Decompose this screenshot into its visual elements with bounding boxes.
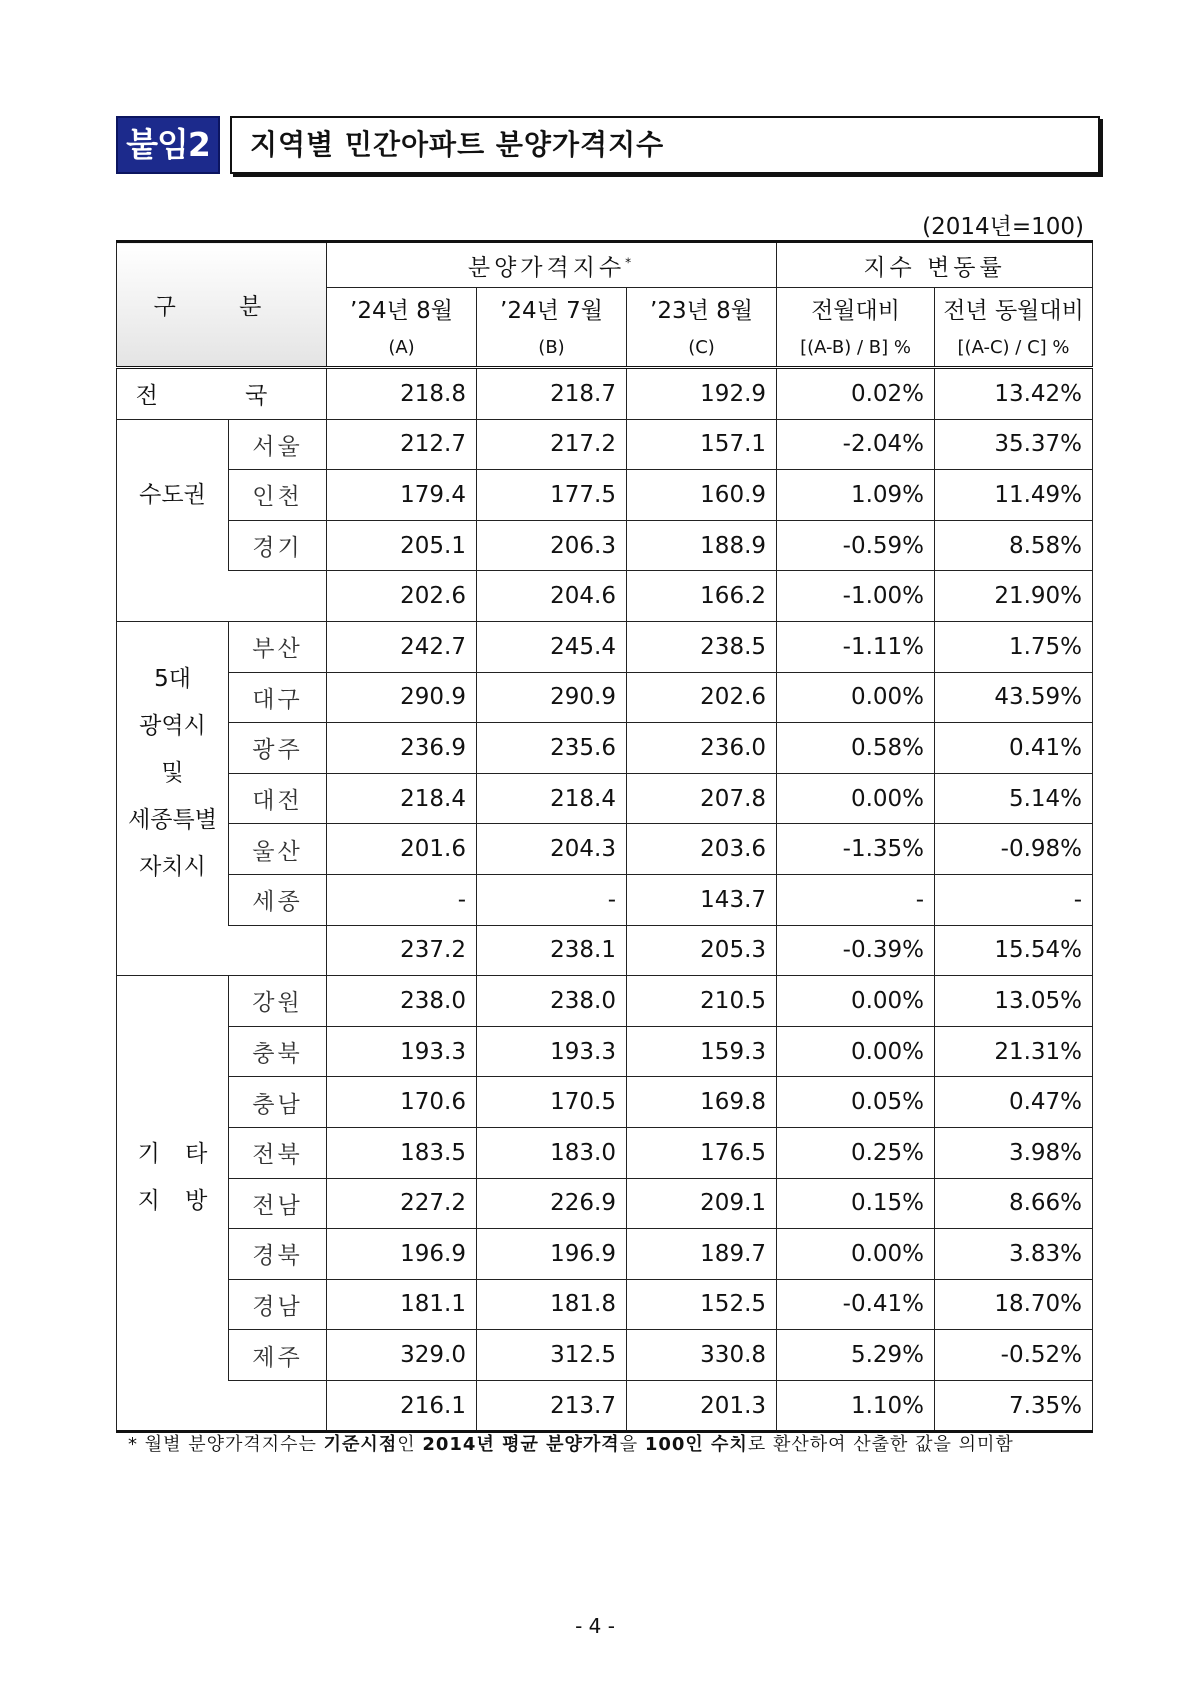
value-cell: 193.3 xyxy=(327,1026,477,1077)
value-cell: 218.4 xyxy=(477,773,627,824)
value-cell: -0.39% xyxy=(777,925,935,976)
value-cell: 235.6 xyxy=(477,723,627,774)
header-price-index xyxy=(327,242,777,288)
header-col-sub-4: [(A-C) / C] % xyxy=(935,328,1093,368)
value-cell: -1.00% xyxy=(777,571,935,622)
footnote-part: 인 xyxy=(397,1434,423,1455)
table-row xyxy=(117,1229,1093,1280)
header-col-sub-0: (A) xyxy=(327,328,477,368)
group-label-line: 광역시 xyxy=(139,713,206,739)
value-cell: 192.9 xyxy=(627,368,777,420)
value-cell: 237.2 xyxy=(327,925,477,976)
header-price-index-sup: * xyxy=(625,254,636,269)
value-cell: 0.00% xyxy=(777,976,935,1027)
value-cell: 15.54% xyxy=(935,925,1093,976)
value-cell: 1.09% xyxy=(777,470,935,521)
value-cell: 166.2 xyxy=(627,571,777,622)
table-row xyxy=(117,723,1093,774)
title-bar xyxy=(116,116,1084,176)
value-cell: 177.5 xyxy=(477,470,627,521)
header-col-4: 전년 동월대비 xyxy=(935,288,1093,329)
value-cell: 193.3 xyxy=(477,1026,627,1077)
value-cell: 21.90% xyxy=(935,571,1093,622)
table-row xyxy=(117,1178,1093,1229)
group-label-line: 5대 xyxy=(154,666,191,692)
subtotal-label xyxy=(117,571,327,622)
group-label xyxy=(117,976,229,1381)
value-cell: 181.1 xyxy=(327,1279,477,1330)
value-cell: 217.2 xyxy=(477,419,627,470)
value-cell: 13.05% xyxy=(935,976,1093,1027)
value-cell: 13.42% xyxy=(935,368,1093,420)
table-row xyxy=(117,1279,1093,1330)
value-cell: 238.5 xyxy=(627,621,777,672)
header-col-0: ’24년 8월 xyxy=(327,288,477,329)
group-label-line: 자치시 xyxy=(139,854,206,880)
group-label-line: 기 타 xyxy=(137,1141,208,1168)
page-title: 지역별 민간아파트 분양가격지수 xyxy=(230,116,1100,174)
value-cell: 210.5 xyxy=(627,976,777,1027)
value-cell: 1.75% xyxy=(935,621,1093,672)
value-cell: 181.8 xyxy=(477,1279,627,1330)
value-cell: 188.9 xyxy=(627,520,777,571)
value-cell: - xyxy=(935,874,1093,925)
value-cell: 238.0 xyxy=(327,976,477,1027)
value-cell: 5.29% xyxy=(777,1330,935,1381)
value-cell: -2.04% xyxy=(777,419,935,470)
value-cell: 183.0 xyxy=(477,1127,627,1178)
header-gubun: 구 분 xyxy=(117,242,327,368)
header-change-rate: 지수 변동률 xyxy=(777,242,1093,288)
attachment-badge: 붙임2 xyxy=(116,116,220,174)
region-label: 전남 xyxy=(229,1178,327,1229)
value-cell: 0.00% xyxy=(777,773,935,824)
value-cell: 196.9 xyxy=(477,1229,627,1280)
page-number: - 4 - xyxy=(575,1614,615,1638)
value-cell: 0.00% xyxy=(777,1229,935,1280)
value-cell: 0.41% xyxy=(935,723,1093,774)
group-label-line: 및 xyxy=(161,760,184,786)
value-cell: - xyxy=(327,874,477,925)
header-col-sub-1: (B) xyxy=(477,328,627,368)
value-cell: -0.52% xyxy=(935,1330,1093,1381)
value-cell: 203.6 xyxy=(627,824,777,875)
value-cell: 143.7 xyxy=(627,874,777,925)
value-cell: 152.5 xyxy=(627,1279,777,1330)
value-cell: -0.41% xyxy=(777,1279,935,1330)
value-cell: 329.0 xyxy=(327,1330,477,1381)
value-cell: 183.5 xyxy=(327,1127,477,1178)
region-label: 경북 xyxy=(229,1229,327,1280)
table-row xyxy=(117,874,1093,925)
unit-note: (2014년=100) xyxy=(922,214,1084,240)
value-cell: 0.05% xyxy=(777,1077,935,1128)
value-cell: 157.1 xyxy=(627,419,777,470)
value-cell: 18.70% xyxy=(935,1279,1093,1330)
region-label: 울산 xyxy=(229,824,327,875)
value-cell: 0.02% xyxy=(777,368,935,420)
value-cell: 3.83% xyxy=(935,1229,1093,1280)
value-cell: 218.4 xyxy=(327,773,477,824)
value-cell: 179.4 xyxy=(327,470,477,521)
value-cell: 43.59% xyxy=(935,672,1093,723)
value-cell: 218.8 xyxy=(327,368,477,420)
value-cell: 1.10% xyxy=(777,1380,935,1432)
value-cell: 238.0 xyxy=(477,976,627,1027)
value-cell: 196.9 xyxy=(327,1229,477,1280)
value-cell: 205.3 xyxy=(627,925,777,976)
region-label: 충남 xyxy=(229,1077,327,1128)
table-row xyxy=(117,520,1093,571)
value-cell: 176.5 xyxy=(627,1127,777,1178)
table-row-national xyxy=(117,368,1093,420)
region-label: 강원 xyxy=(229,976,327,1027)
value-cell: 0.47% xyxy=(935,1077,1093,1128)
region-label: 경기 xyxy=(229,520,327,571)
region-label: 부산 xyxy=(229,621,327,672)
footnote xyxy=(128,1430,1014,1456)
footnote-part: 기준시점 xyxy=(323,1434,398,1455)
value-cell: 0.00% xyxy=(777,672,935,723)
region-label: 충북 xyxy=(229,1026,327,1077)
value-cell: 202.6 xyxy=(627,672,777,723)
value-cell: 0.00% xyxy=(777,1026,935,1077)
value-cell: 35.37% xyxy=(935,419,1093,470)
table-row xyxy=(117,470,1093,521)
table-row xyxy=(117,1077,1093,1128)
region-label: 세종 xyxy=(229,874,327,925)
table-row xyxy=(117,672,1093,723)
value-cell: 202.6 xyxy=(327,571,477,622)
footnote-part: * 월별 분양가격지수는 xyxy=(128,1434,324,1455)
price-index-table xyxy=(116,240,1093,1433)
value-cell: 330.8 xyxy=(627,1330,777,1381)
value-cell: 205.1 xyxy=(327,520,477,571)
value-cell: 216.1 xyxy=(327,1380,477,1432)
value-cell: 242.7 xyxy=(327,621,477,672)
region-label: 서울 xyxy=(229,419,327,470)
footnote-part: 2014년 평균 분양가격 xyxy=(422,1434,620,1455)
header-col-3: 전월대비 xyxy=(777,288,935,329)
group-label-line: 세종특별 xyxy=(128,807,217,833)
table-row xyxy=(117,773,1093,824)
header-col-sub-3: [(A-B) / B] % xyxy=(777,328,935,368)
value-cell: 245.4 xyxy=(477,621,627,672)
value-cell: 227.2 xyxy=(327,1178,477,1229)
value-cell: 3.98% xyxy=(935,1127,1093,1178)
value-cell: 21.31% xyxy=(935,1026,1093,1077)
region-label: 인천 xyxy=(229,470,327,521)
value-cell: 170.5 xyxy=(477,1077,627,1128)
table-row-subtotal xyxy=(117,1380,1093,1432)
value-cell: 201.6 xyxy=(327,824,477,875)
table-row xyxy=(117,1330,1093,1381)
value-cell: 312.5 xyxy=(477,1330,627,1381)
value-cell: 209.1 xyxy=(627,1178,777,1229)
table-row xyxy=(117,976,1093,1027)
value-cell: -1.35% xyxy=(777,824,935,875)
table-row xyxy=(117,621,1093,672)
value-cell: 160.9 xyxy=(627,470,777,521)
group-label-line: 수도권 xyxy=(139,481,206,508)
group-label xyxy=(117,621,229,925)
footnote-part: 100인 수치 xyxy=(644,1434,748,1455)
header-price-index-label: 분양가격지수 xyxy=(467,254,626,281)
value-cell: 218.7 xyxy=(477,368,627,420)
value-cell: 207.8 xyxy=(627,773,777,824)
value-cell: 206.3 xyxy=(477,520,627,571)
table-row xyxy=(117,419,1093,470)
value-cell: 0.58% xyxy=(777,723,935,774)
value-cell: 169.8 xyxy=(627,1077,777,1128)
group-label-line: 지 방 xyxy=(137,1188,208,1215)
subtotal-label xyxy=(117,925,327,976)
region-label: 대전 xyxy=(229,773,327,824)
value-cell: - xyxy=(777,874,935,925)
value-cell: 170.6 xyxy=(327,1077,477,1128)
value-cell: 5.14% xyxy=(935,773,1093,824)
value-cell: 0.25% xyxy=(777,1127,935,1178)
table-row xyxy=(117,824,1093,875)
subtotal-label xyxy=(117,1380,327,1432)
value-cell: -0.98% xyxy=(935,824,1093,875)
value-cell: 213.7 xyxy=(477,1380,627,1432)
value-cell: 238.1 xyxy=(477,925,627,976)
value-cell: 159.3 xyxy=(627,1026,777,1077)
header-col-1: ’24년 7월 xyxy=(477,288,627,329)
region-label: 제주 xyxy=(229,1330,327,1381)
table-row xyxy=(117,1026,1093,1077)
value-cell: 189.7 xyxy=(627,1229,777,1280)
table-row xyxy=(117,1127,1093,1178)
value-cell: 290.9 xyxy=(327,672,477,723)
value-cell: -1.11% xyxy=(777,621,935,672)
value-cell: 212.7 xyxy=(327,419,477,470)
value-cell: 226.9 xyxy=(477,1178,627,1229)
national-label: 전 국 xyxy=(117,368,327,420)
footnote-part: 을 xyxy=(619,1434,645,1455)
value-cell: 204.6 xyxy=(477,571,627,622)
value-cell: 0.15% xyxy=(777,1178,935,1229)
header-col-2: ’23년 8월 xyxy=(627,288,777,329)
table-row-subtotal xyxy=(117,925,1093,976)
value-cell: 290.9 xyxy=(477,672,627,723)
value-cell: 236.0 xyxy=(627,723,777,774)
group-label xyxy=(117,419,229,571)
value-cell: - xyxy=(477,874,627,925)
value-cell: 7.35% xyxy=(935,1380,1093,1432)
value-cell: 8.58% xyxy=(935,520,1093,571)
region-label: 대구 xyxy=(229,672,327,723)
value-cell: 8.66% xyxy=(935,1178,1093,1229)
value-cell: 236.9 xyxy=(327,723,477,774)
header-col-sub-2: (C) xyxy=(627,328,777,368)
region-label: 광주 xyxy=(229,723,327,774)
value-cell: 204.3 xyxy=(477,824,627,875)
table-row-subtotal xyxy=(117,571,1093,622)
region-label: 경남 xyxy=(229,1279,327,1330)
region-label: 전북 xyxy=(229,1127,327,1178)
value-cell: 11.49% xyxy=(935,470,1093,521)
value-cell: 201.3 xyxy=(627,1380,777,1432)
footnote-part: 로 환산하여 산출한 값을 의미함 xyxy=(747,1434,1014,1455)
value-cell: -0.59% xyxy=(777,520,935,571)
